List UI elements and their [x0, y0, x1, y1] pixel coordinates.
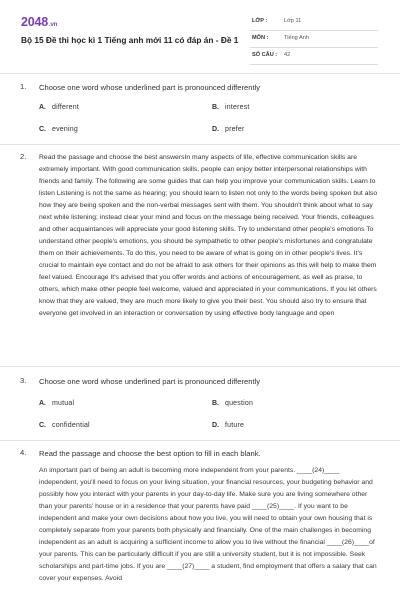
meta-key: LỚP : — [252, 18, 268, 24]
logo-text: 2048 — [21, 15, 49, 29]
option-letter: C. — [39, 422, 46, 429]
option-a[interactable] — [39, 400, 74, 407]
question-divider — [0, 440, 400, 441]
option-letter: B. — [212, 104, 219, 111]
option-letter: C. — [39, 126, 46, 133]
option-c[interactable] — [39, 422, 90, 429]
question-2 — [0, 152, 400, 362]
question-3 — [0, 376, 400, 436]
logo-suffix: .vn — [49, 22, 58, 28]
option-word: prefer — [225, 126, 245, 133]
question-number: 2. — [20, 152, 27, 161]
reading-passage — [39, 465, 379, 585]
question-prompt: Read the passage and choose the best answersIn many aspects of life, effective communication skills are extremely important. With good communication skills, people can enjoy better interpersonal relationships with friends and family. The following are some guides that can help you improve your communication skills. Learn to listen Listening is not the same as hearing; you should learn to listen not only to the words being spoken but also how they are being spoken and the non-verbal messages sent with them. You shouldn't think about what to say next while listening; instead clear your mind and focus on the message being received. Your friends, colleagues and other acquaintances will appreciate your good listening skills. Try to understand other people's emotions To understand other people's emotions, you should be sympathetic to other people's misfortunes and congratulate them on their achievements. To do this, you need to be aware of what is going on in other people's lives. It's crucial to maintain eye contact and do not be afraid to ask others for their opinions as this will help to make them feel valued. Encourage It's advised that you offer words and actions of encouragement, as well as praise, to others, which make other people feel welcome, valued and appreciated in your communications. If you let others know that they are valued, they are much more likely to give you their best. You should also try to ensure that everyone get involved in an interaction or conversation by using effective body language and open — [39, 154, 378, 317]
site-logo[interactable] — [21, 15, 57, 29]
meta-row-question-count — [250, 48, 378, 65]
option-word: mutual — [52, 400, 75, 407]
option-letter: D. — [212, 422, 219, 429]
option-b[interactable] — [212, 400, 253, 407]
option-word: confidential — [52, 422, 90, 429]
question-number: 4. — [20, 448, 27, 457]
meta-value: 42 — [284, 52, 291, 58]
passage-text: An important part of being an adult is becoming more independent from your parents. ____(24)____ independent, you'll need to focus on your living situation, your financial resources, your budgeting behavior and possibly how you interact with your parents in your day-to-day life. Make sure you are living somewhere other than your parents' house or in a residence that your parents have paid ____(25)____. If you want to be independent and make your own decisions about how you live, you will need to obtain your own housing that is completely separate from your parents both physically and financially. One of the main challenges in becoming independent as an adult is acquiring a sufficient income to allow you to live without the financial ____(26)____of your parents. This can be particularly difficult if you are still a university student, but it is not impossible. Seek scholarships and part-time jobs. If you are ____(27)____ a student, find employment that offers a salary that can cover your expenses. Avoid — [39, 467, 377, 582]
meta-value: Lớp 11 — [284, 18, 302, 24]
option-c[interactable] — [39, 126, 78, 133]
option-a[interactable] — [39, 104, 79, 111]
question-number: 3. — [20, 376, 27, 385]
question-prompt: Choose one word whose underlined part is pronounced differently — [39, 83, 261, 92]
option-letter: D. — [212, 126, 219, 133]
meta-table — [250, 14, 378, 65]
question-divider — [0, 366, 400, 367]
option-d[interactable] — [212, 126, 245, 133]
meta-row-grade — [250, 14, 378, 31]
option-b[interactable] — [212, 104, 250, 111]
question-number: 1. — [20, 82, 27, 91]
meta-row-subject — [250, 31, 378, 48]
question-prompt: Read the passage and choose the best option to fill in each blank. — [39, 449, 261, 458]
option-d[interactable] — [212, 422, 244, 429]
option-letter: A. — [39, 104, 46, 111]
option-letter: B. — [212, 400, 219, 407]
meta-key: SỐ CÂU : — [252, 52, 278, 58]
option-word: interest — [225, 104, 250, 111]
question-divider — [0, 144, 400, 145]
header-divider — [0, 73, 400, 74]
meta-key: MÔN : — [252, 35, 269, 41]
option-word: question — [225, 400, 254, 407]
question-1 — [0, 82, 400, 142]
question-4 — [0, 448, 400, 600]
option-word: future — [225, 422, 245, 429]
option-letter: A. — [39, 400, 46, 407]
page-title: Bộ 15 Đề thi học kì 1 Tiếng anh mới 11 có đáp án - Đề 1 — [21, 35, 239, 45]
option-word: different — [52, 104, 79, 111]
document-header — [0, 0, 400, 66]
question-prompt: Choose one word whose underlined part is pronounced differently — [39, 377, 261, 386]
meta-value: Tiếng Anh — [284, 35, 309, 41]
option-word: evening — [52, 126, 78, 133]
